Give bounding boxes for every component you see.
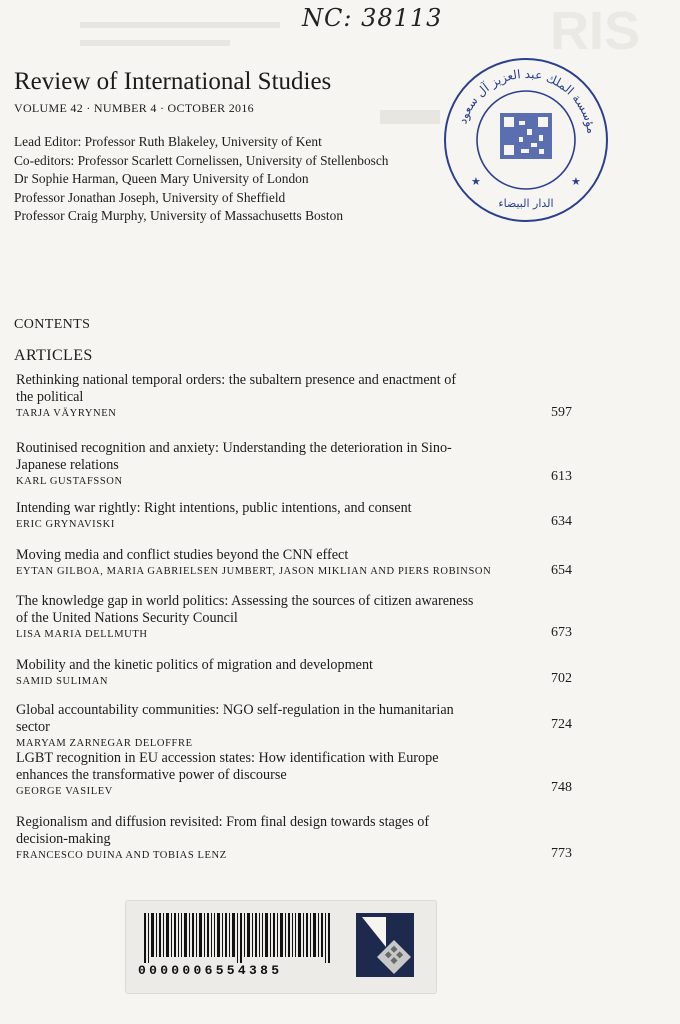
article-author: ERIC GRYNAVISKI — [16, 519, 115, 530]
article-page-number: 673 — [551, 625, 572, 640]
article-title: Routinised recognition and anxiety: Understanding the deterioration in Sino-Japanese relations — [16, 440, 452, 473]
barcode-digits: 0000006554385 — [138, 963, 283, 978]
editor-line: Professor Jonathan Joseph, University of Sheffield — [14, 189, 286, 205]
article-page-number: 597 — [551, 405, 572, 420]
editor-line: Professor Craig Murphy, University of Massachusetts Boston — [14, 208, 344, 223]
journal-title: Review of International Studies — [14, 68, 332, 95]
article-entry[interactable] — [16, 372, 572, 419]
article-title: Rethinking national temporal orders: the subaltern presence and enactment of the political — [16, 372, 457, 405]
article-title: Intending war rightly: Right intentions, public intentions, and consent — [16, 500, 412, 516]
article-page-number: 702 — [551, 671, 572, 686]
article-title: LGBT recognition in EU accession states: How identification with Europe enhances the transformative power of discourse — [16, 750, 439, 783]
editor-line: Co-editors: Professor Scarlett Cornelissen, University of Stellenbosch — [14, 152, 389, 168]
contents-heading: CONTENTS — [14, 317, 91, 332]
show-through-line — [80, 40, 230, 46]
handwritten-accession-note: NC: 38113 — [302, 4, 443, 32]
article-entry[interactable] — [16, 500, 572, 530]
stamp-city-text: الدار البيضاء — [498, 197, 554, 210]
show-through-line — [80, 22, 280, 28]
editorial-board — [14, 133, 389, 226]
stamp-arabic-text: مؤسسة الملك عبد العزيز آل سعود — [455, 66, 599, 135]
editor-line: Lead Editor: Professor Ruth Blakeley, University of Kent — [14, 134, 322, 149]
article-entry[interactable] — [16, 593, 572, 640]
article-entry[interactable] — [16, 702, 572, 749]
article-page-number: 773 — [551, 846, 572, 861]
article-author: MARYAM ZARNEGAR DELOFFRE — [16, 738, 193, 749]
article-entry[interactable] — [16, 657, 572, 687]
article-entry[interactable] — [16, 814, 572, 861]
article-entry[interactable] — [16, 547, 572, 577]
article-title: The knowledge gap in world politics: Assessing the sources of citizen awareness of the United Nations Security Council — [16, 593, 474, 626]
article-author: LISA MARIA DELLMUTH — [16, 629, 148, 640]
article-title: Mobility and the kinetic politics of migration and development — [16, 657, 373, 673]
article-author: GEORGE VASILEV — [16, 786, 113, 797]
library-logo-icon — [356, 913, 416, 979]
article-page-number: 613 — [551, 469, 572, 484]
article-author: TARJA VÄYRYNEN — [16, 408, 117, 419]
editor-line: Dr Sophie Harman, Queen Mary University of London — [14, 171, 309, 186]
stamp-star-icon: ★ — [471, 176, 481, 188]
article-title: Moving media and conflict studies beyond the CNN effect — [16, 547, 349, 563]
article-author: SAMID SULIMAN — [16, 676, 109, 687]
article-page-number: 654 — [551, 563, 572, 578]
article-author: KARL GUSTAFSSON — [16, 476, 123, 487]
volume-line: VOLUME 42 · NUMBER 4 · OCTOBER 2016 — [14, 101, 254, 115]
article-entry[interactable] — [16, 440, 572, 487]
article-page-number: 634 — [551, 514, 572, 529]
article-page-number: 724 — [551, 717, 572, 732]
show-through-logo: RIS — [549, 1, 640, 61]
article-entry[interactable] — [16, 750, 572, 797]
barcode-label — [125, 900, 437, 994]
articles-heading: ARTICLES — [14, 347, 93, 364]
article-author: EYTAN GILBOA, MARIA GABRIELSEN JUMBERT, JASON MIKLIAN AND PIERS ROBINSON — [16, 566, 492, 577]
article-title: Regionalism and diffusion revisited: From final design towards stages of decision-making — [16, 814, 430, 847]
show-through-line — [380, 110, 440, 124]
article-author: FRANCESCO DUINA AND TOBIAS LENZ — [16, 850, 227, 861]
stamp-qr-icon — [500, 113, 552, 159]
article-page-number: 748 — [551, 780, 572, 795]
stamp-star-icon: ★ — [571, 176, 581, 188]
barcode — [140, 913, 340, 963]
library-stamp — [441, 55, 611, 225]
article-title: Global accountability communities: NGO self-regulation in the humanitarian sector — [16, 702, 454, 735]
